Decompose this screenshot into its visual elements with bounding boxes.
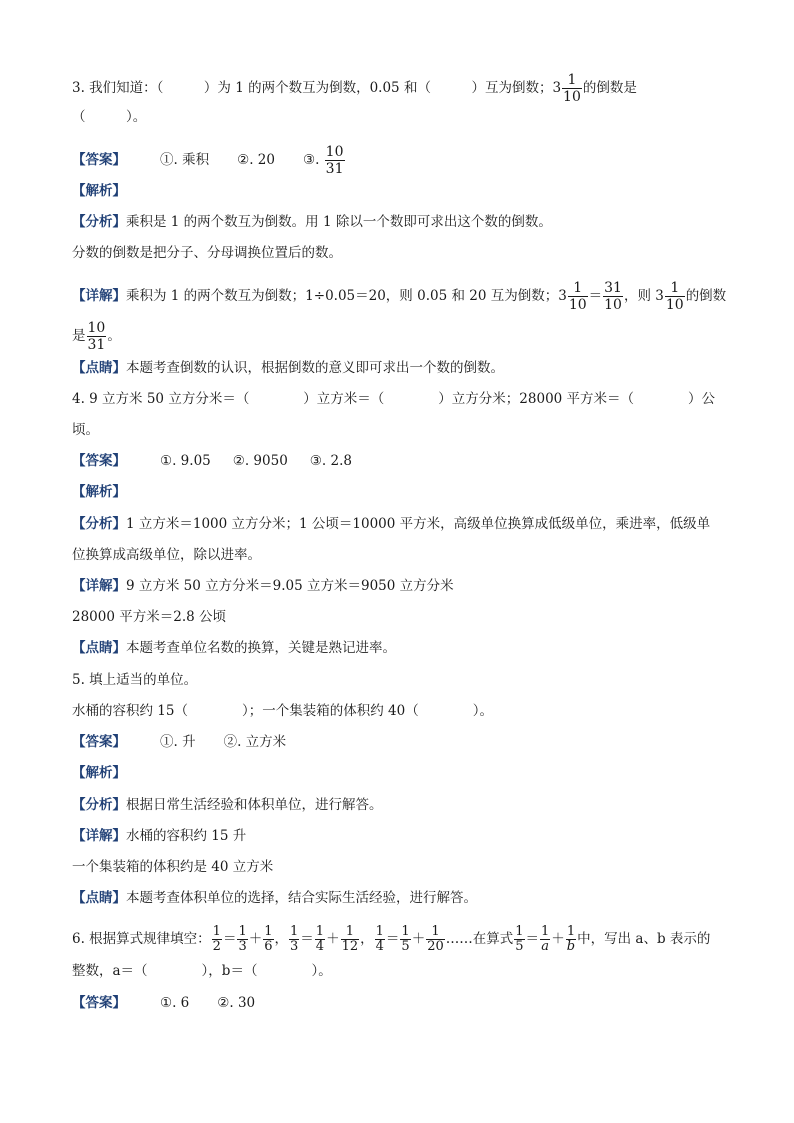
q3-fenxi: 【分析】乘积是 1 的两个数互为倒数。用 1 除以一个数即可求出这个数的倒数。	[72, 214, 552, 230]
q3-xj-fraction-2: $\frac{31}{10}$	[604, 280, 622, 313]
q5-analysis-tag: 【解析】	[72, 765, 126, 781]
q6-frac-1-5: $\frac{1}{5}$	[401, 924, 410, 954]
q6-question: 6. 根据算式规律填空： $\frac{1}{2}$ ＝ $\frac{1}{3}$ ＋ $\frac{1}{6}$ ， $\frac{1}{3}$ ＝ $\frac{1}{4}$ ＋ $\frac{1}{12}$ ， $\frac{1}{4}$ ＝ $\frac{1}{5}$ ＋ $\frac{1}{20}$ ……在算式 $\frac{1}{5}$ ＝ $\frac{1}{a}$ ＋ $\frac{1}{b}$ 中，写出 a、b 表示的	[72, 924, 711, 954]
q3-xj-fraction-4: $\frac{10}{31}$	[87, 320, 106, 353]
q6-frac-1-4: $\frac{1}{4}$	[315, 924, 325, 954]
q3-text-a: 3. 我们知道：（ ）为 1 的两个数互为倒数，0.05 和（ ）互为倒数；3	[72, 80, 562, 96]
q5-answer: 【答案】 ①. 升 ②. 立方米	[72, 734, 287, 750]
q3-xiangjie-line2: 是 $\frac{10}{31}$ 。	[72, 320, 121, 353]
q4-answer-1: ①. 9.05	[160, 453, 211, 469]
answer-tag: 【答案】	[72, 152, 126, 168]
q6-frac-1-6: $\frac{1}{6}$	[264, 924, 273, 954]
q4-question: 4. 9 立方米 50 立方分米＝（ ）立方米＝（ ）立方分米；28000 平方米＝（ ）公	[72, 391, 716, 407]
q3-answer-2: ②. 20	[237, 152, 275, 168]
q3-dianjing: 【点睛】本题考查倒数的认识，根据倒数的意义即可求出一个数的倒数。	[72, 360, 504, 376]
q6-frac-1-5b: $\frac{1}{5}$	[515, 924, 524, 954]
q3-question	[72, 72, 637, 105]
q5-xiangjie: 【详解】水桶的容积约 15 升	[72, 828, 247, 844]
q5-dianjing: 【点睛】本题考查体积单位的选择，结合实际生活经验，进行解答。	[72, 890, 477, 906]
q6-frac-1-3: $\frac{1}{3}$	[238, 924, 247, 954]
q3-mixed-fraction: $\frac{1}{10}$	[563, 72, 581, 105]
q6-frac-1-3b: $\frac{1}{3}$	[290, 924, 299, 954]
q3-fenxi-2: 分数的倒数是把分子、分母调换位置后的数。	[72, 245, 342, 261]
q3-xiangjie: 【详解】乘积为 1 的两个数互为倒数；1÷0.05＝20，则 0.05 和 20 互为倒数；3 $\frac{1}{10}$ ＝ $\frac{31}{10}$ ，则 3 $\frac{1}{10}$ 的倒数	[72, 280, 727, 313]
q4-answer-2: ②. 9050	[232, 453, 288, 469]
q6-frac-1-b: $\frac{1}{b}$	[566, 924, 576, 954]
q5-fenxi: 【分析】根据日常生活经验和体积单位，进行解答。	[72, 797, 383, 813]
q6-frac-1-2: $\frac{1}{2}$	[212, 924, 221, 954]
q4-xiangjie: 【详解】9 立方米 50 立方分米＝9.05 立方米＝9050 立方分米	[72, 578, 454, 594]
q3-xj-fraction-1: $\frac{1}{10}$	[568, 280, 587, 313]
q5-xiangjie-2: 一个集装箱的体积约是 40 立方米	[72, 859, 274, 875]
q6-answer-1: ①. 6	[160, 995, 190, 1011]
q3-text-b: 的倒数是	[582, 80, 637, 96]
q3-answer	[72, 144, 346, 177]
q3-answer-3-fraction: $\frac{10}{31}$	[325, 144, 344, 177]
q6-answer: 【答案】 ①. 6 ②. 30	[72, 995, 256, 1011]
q4-analysis-tag: 【解析】	[72, 484, 126, 500]
q4-xiangjie-2: 28000 平方米＝2.8 公顷	[72, 609, 226, 625]
q5-question: 5. 填上适当的单位。	[72, 672, 198, 688]
q4-dianjing: 【点睛】本题考查单位名数的换算，关键是熟记进率。	[72, 640, 396, 656]
q3-answer-1: ①. 乘积	[160, 152, 210, 168]
q4-fenxi-2: 位换算成高级单位，除以进率。	[72, 547, 261, 563]
q6-answer-2: ②. 30	[217, 995, 256, 1011]
q6-question-line2: 整数，a＝（ ），b＝（ ）。	[72, 963, 332, 979]
q6-frac-1-a: $\frac{1}{a}$	[541, 924, 550, 954]
q5-answer-2: ②. 立方米	[223, 734, 287, 750]
q3-analysis-tag: 【解析】	[72, 183, 126, 199]
q5-answer-1: ①. 升	[160, 734, 196, 750]
q4-answer: 【答案】 ①. 9.05 ②. 9050 ③. 2.8	[72, 453, 352, 469]
q6-frac-1-20: $\frac{1}{20}$	[427, 924, 444, 954]
q4-answer-3: ③. 2.8	[309, 453, 352, 469]
q3-question-line2: （ ）。	[72, 109, 147, 125]
q5-question-line2: 水桶的容积约 15（ ）；一个集装箱的体积约 40（ ）。	[72, 703, 493, 719]
q4-question-line2: 顷。	[72, 422, 99, 438]
q6-frac-1-4b: $\frac{1}{4}$	[375, 924, 384, 954]
q4-fenxi: 【分析】1 立方米＝1000 立方分米；1 公顷＝10000 平方米，高级单位换算成低级单位，乘进率，低级单	[72, 516, 711, 532]
q6-frac-1-12: $\frac{1}{12}$	[341, 924, 359, 954]
q3-answer-3: ③.	[302, 152, 320, 168]
q3-xj-fraction-3: $\frac{1}{10}$	[665, 280, 684, 313]
